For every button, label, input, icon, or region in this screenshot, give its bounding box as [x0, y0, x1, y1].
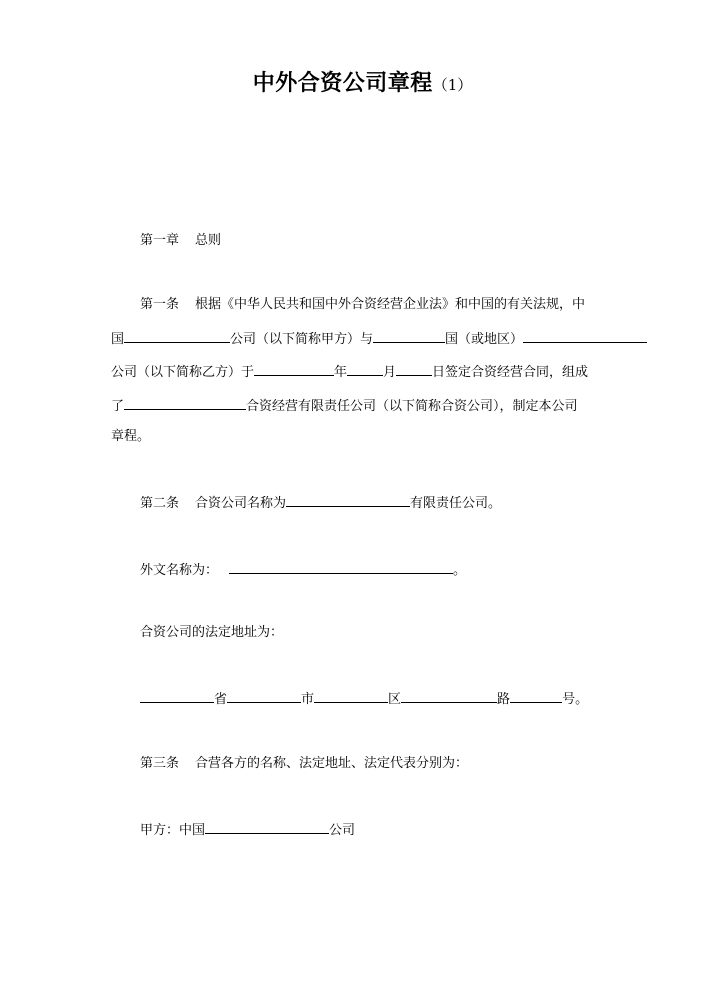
address-label: 合资公司的法定地址为：	[140, 625, 284, 640]
blank-jv-name	[124, 396, 246, 410]
title-text: 中外合资公司章程	[252, 71, 433, 96]
blank-city	[227, 689, 301, 703]
article1-text3b: 年	[334, 365, 348, 380]
blank-district	[314, 689, 388, 703]
blank-month	[347, 362, 383, 376]
addr-road: 路	[497, 692, 511, 707]
article1-line3	[111, 362, 588, 382]
article2-text-a: 合资公司名称为	[195, 496, 287, 511]
foreign-name-end: 。	[453, 563, 467, 578]
article2-label: 第二条	[140, 496, 180, 511]
foreign-name-label: 外文名称为：	[140, 563, 219, 578]
article2-line1	[140, 493, 501, 513]
blank-party-a-name	[205, 820, 329, 834]
addr-district: 区	[388, 692, 402, 707]
article1-line2	[111, 329, 647, 349]
blank-foreign-name	[229, 560, 453, 574]
article1-text4b: 合资经营有限责任公司（以下简称合资公司），制定本公司	[246, 399, 578, 414]
article1-text4a: 了	[111, 399, 125, 414]
article1-text5: 章程。	[111, 429, 151, 444]
article1-text2b: 公司（以下简称甲方）与	[230, 332, 374, 347]
blank-province	[140, 689, 214, 703]
article1-line5	[111, 428, 150, 446]
article1-text3c: 月	[383, 365, 397, 380]
article3-text: 合营各方的名称、法定地址、法定代表分别为：	[195, 756, 469, 771]
blank-party-a	[124, 329, 230, 343]
article1-line1	[140, 296, 585, 314]
blank-country	[373, 329, 445, 343]
blank-company-name	[286, 493, 410, 507]
foreign-name-line	[140, 560, 466, 580]
title-suffix: （1）	[432, 76, 473, 94]
article1-text2c: 国（或地区）	[445, 332, 524, 347]
chapter-name: 总则	[195, 233, 222, 248]
party-a-line	[140, 820, 355, 840]
addr-city: 市	[301, 692, 315, 707]
addr-number: 号。	[562, 692, 589, 707]
party-a-label: 甲方：中国	[140, 823, 206, 838]
document-title	[0, 66, 725, 97]
addr-province: 省	[214, 692, 228, 707]
chapter-heading	[140, 232, 221, 250]
article3-line1	[140, 755, 468, 773]
blank-road	[401, 689, 497, 703]
address-label-line	[140, 624, 283, 642]
article1-label: 第一条	[140, 297, 180, 312]
blank-year	[254, 362, 334, 376]
blank-number	[510, 689, 562, 703]
article1-text1: 根据《中华人民共和国中外合资经营企业法》和中国的有关法规，中	[195, 297, 586, 312]
article1-text3d: 日签定合资经营合同，组成	[432, 365, 589, 380]
blank-party-b	[523, 329, 647, 343]
article2-text-b: 有限责任公司。	[410, 496, 502, 511]
article3-label: 第三条	[140, 756, 180, 771]
article1-line4	[111, 396, 578, 416]
address-fields-line	[140, 689, 588, 709]
party-a-end: 公司	[329, 823, 356, 838]
blank-day	[396, 362, 432, 376]
article1-text3a: 公司（以下简称乙方）于	[111, 365, 255, 380]
article1-text2a: 国	[111, 332, 125, 347]
chapter-label: 第一章	[140, 233, 180, 248]
